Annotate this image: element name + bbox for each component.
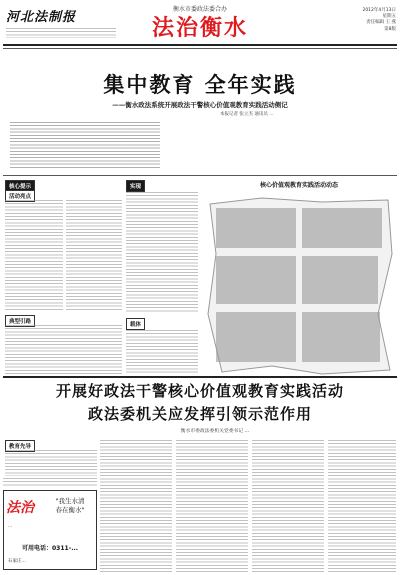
issue-info xyxy=(340,8,396,42)
masthead-rule xyxy=(3,44,397,46)
issue-page: 第8版 xyxy=(384,26,396,32)
ad-header-strip xyxy=(3,478,97,486)
masthead-subtext xyxy=(6,28,116,38)
left-col-text-1a xyxy=(5,200,63,310)
lower-left-text xyxy=(5,450,97,476)
tag-realize: 实现 xyxy=(126,180,145,192)
main-subheadline: ——衡水政法系统开展政法干警核心价值观教育实践活动侧记 xyxy=(112,101,288,109)
photo-caption: 核心价值观教育实践活动动态 xyxy=(259,182,338,189)
lower-col-2 xyxy=(176,440,248,572)
ad-slogan-line-2: 春在衡水" xyxy=(55,506,85,514)
tag-education-first: 教育先导 xyxy=(5,440,35,452)
tag-core-hint: 核心提示 xyxy=(5,180,35,192)
body-top-rule xyxy=(3,175,397,176)
tag-carrier: 载体 xyxy=(126,318,145,330)
ad-info-line: ... xyxy=(8,524,13,529)
ad-logo: 法治 xyxy=(6,500,34,516)
issue-date: 2012年4月13日 xyxy=(362,8,396,13)
issue-weekday: 星期五 xyxy=(382,14,396,20)
tag-activity-highlights: 活动亮点 xyxy=(5,190,35,202)
mid-col-text-2 xyxy=(126,330,198,375)
main-headline: 集中教育 全年实践 xyxy=(103,73,297,97)
lower-col-3 xyxy=(252,440,324,572)
tag-model-lead: 典型引路 xyxy=(5,315,35,327)
mid-col-text-1 xyxy=(126,192,198,312)
masthead-tagline: 衡水市委政法委合办 xyxy=(172,6,227,13)
headline-top-rule xyxy=(3,48,397,49)
issue-editor: 责任编辑 王 燕 xyxy=(366,20,396,26)
lead-paragraph xyxy=(10,122,160,170)
ad-slogan-line-1: "我生水清 xyxy=(55,497,85,505)
left-col-text-2 xyxy=(5,325,122,375)
lower-col-1 xyxy=(100,440,172,572)
masthead-logo: 河北法制报 xyxy=(6,10,77,25)
section-title: 法治衡水 xyxy=(151,16,248,41)
lower-byline: 衡水市委政法委机关党委书记 ... xyxy=(180,429,250,434)
ad-address: 石家庄... xyxy=(8,559,26,564)
ad-slogan xyxy=(46,497,94,519)
left-col-text-1b xyxy=(66,200,122,310)
photo-header xyxy=(202,180,396,192)
main-byline: 本报记者 张立杰 通讯员 ... xyxy=(220,112,274,117)
lower-col-4 xyxy=(328,440,396,572)
lower-top-rule xyxy=(3,376,397,378)
lower-headline-2: 政法委机关应发挥引领示范作用 xyxy=(87,405,312,423)
ad-phone: 可用电话：0311-... xyxy=(22,545,79,552)
lower-headline-1: 开展好政法干警核心价值观教育实践活动 xyxy=(55,382,344,400)
photo-collage xyxy=(202,194,396,376)
